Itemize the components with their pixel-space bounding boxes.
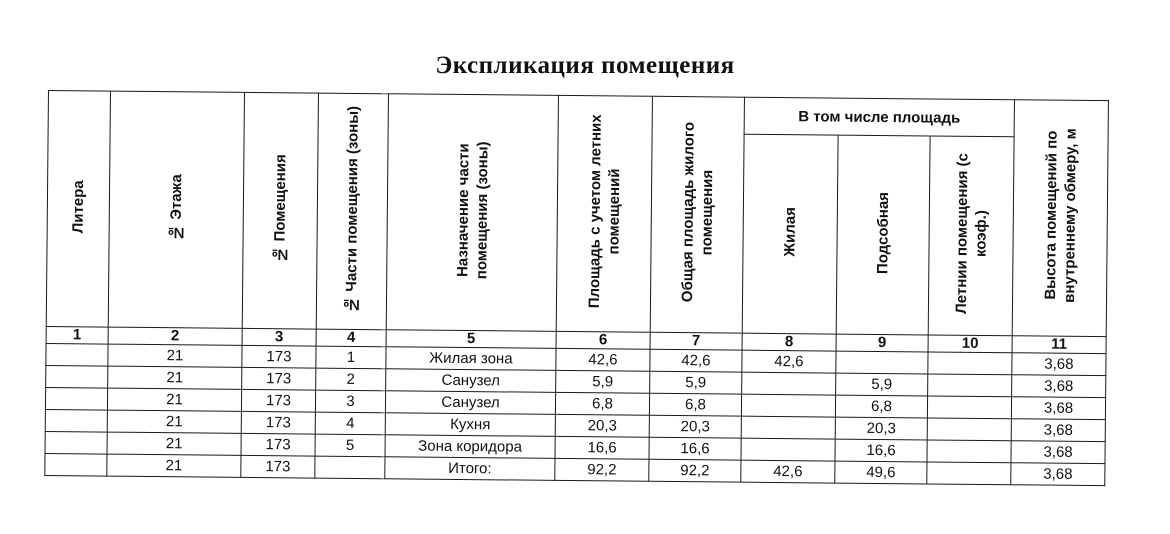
cell-height: 3,68	[1011, 441, 1105, 464]
cell-room: 173	[241, 389, 315, 412]
header-part: № Части помещения (зоны)	[316, 93, 388, 330]
cell-litera	[45, 387, 107, 410]
cell-summer	[927, 440, 1011, 463]
cell-area-with-summer: 16,6	[555, 436, 649, 459]
cell-purpose: Жилая зона	[386, 347, 556, 371]
cell-auxiliary: 5,9	[836, 373, 928, 396]
cell-litera	[45, 431, 107, 454]
cell-auxiliary: 16,6	[835, 439, 927, 462]
cell-total-living-area: 6,8	[649, 393, 741, 416]
cell-purpose: Санузел	[386, 369, 556, 393]
cell-litera	[46, 343, 108, 366]
column-number: 3	[242, 328, 316, 346]
cell-part: 5	[315, 434, 385, 457]
cell-summer	[927, 396, 1011, 419]
header-purpose: Назначение части помещения (зоны)	[386, 94, 558, 332]
header-auxiliary: Подсобная	[836, 135, 930, 335]
header-height: Высота помещений по внутреннему обмеру, м	[1012, 100, 1108, 337]
cell-part: 1	[316, 346, 386, 369]
cell-area-with-summer: 20,3	[555, 414, 649, 437]
column-number: 9	[836, 334, 928, 352]
cell-part: 2	[316, 368, 386, 391]
cell-living	[741, 394, 835, 417]
cell-part: 4	[315, 412, 385, 435]
cell-litera	[45, 409, 107, 432]
cell-summer	[927, 418, 1011, 441]
cell-floor: 21	[108, 344, 242, 367]
cell-height: 3,68	[1011, 419, 1105, 442]
cell-height: 3,68	[1011, 463, 1105, 486]
cell-purpose: Кухня	[385, 413, 555, 437]
cell-floor: 21	[107, 454, 241, 477]
cell-room: 173	[242, 345, 316, 368]
cell-living: 42,6	[742, 350, 836, 373]
cell-living: 42,6	[741, 460, 835, 483]
column-number: 6	[556, 331, 650, 349]
cell-height: 3,68	[1012, 353, 1106, 376]
document-title: Экспликация помещения	[435, 52, 735, 79]
cell-area-with-summer: 92,2	[555, 458, 649, 481]
cell-room: 173	[241, 455, 315, 478]
cell-height: 3,68	[1012, 375, 1106, 398]
cell-part	[315, 456, 385, 479]
cell-room: 173	[241, 411, 315, 434]
cell-floor: 21	[107, 388, 241, 411]
column-number: 8	[742, 333, 836, 351]
cell-auxiliary: 20,3	[835, 417, 927, 440]
column-number: 10	[928, 335, 1012, 353]
header-living: Жилая	[742, 134, 838, 334]
cell-summer	[927, 462, 1011, 485]
cell-room: 173	[241, 433, 315, 456]
header-litera: Литера	[46, 91, 110, 328]
header-area-with-summer: Площадь с учетом летних помещений	[556, 95, 652, 332]
header-summer: Летнии помещения (с коэф.)	[928, 136, 1014, 336]
cell-total-living-area: 16,6	[649, 437, 741, 460]
cell-purpose: Итого:	[385, 457, 555, 481]
header-group-including-area: В том числе площадь	[744, 97, 1014, 137]
cell-height: 3,68	[1011, 397, 1105, 420]
cell-total-living-area: 92,2	[649, 459, 741, 482]
explication-table	[44, 90, 1109, 486]
header-row-top	[48, 91, 1108, 138]
cell-part: 3	[315, 390, 385, 413]
cell-area-with-summer: 42,6	[556, 348, 650, 371]
header-total-living-area: Общая площадь жилого помещения	[650, 96, 744, 333]
cell-auxiliary	[836, 351, 928, 374]
cell-summer	[928, 374, 1012, 397]
cell-living	[741, 438, 835, 461]
cell-purpose: Санузел	[385, 391, 555, 415]
cell-total-living-area: 5,9	[650, 371, 742, 394]
cell-purpose: Зона коридора	[385, 435, 555, 459]
cell-living	[742, 372, 836, 395]
column-number: 1	[46, 326, 108, 344]
cell-floor: 21	[108, 366, 242, 389]
cell-room: 173	[242, 367, 316, 390]
cell-litera	[45, 453, 107, 476]
cell-auxiliary: 49,6	[835, 461, 927, 484]
column-number: 7	[650, 332, 742, 350]
cell-area-with-summer: 6,8	[555, 392, 649, 415]
column-number: 5	[386, 330, 556, 349]
cell-total-living-area: 42,6	[650, 349, 742, 372]
cell-summer	[928, 352, 1012, 375]
cell-living	[741, 416, 835, 439]
cell-floor: 21	[107, 432, 241, 455]
cell-litera	[46, 365, 108, 388]
column-number: 4	[316, 329, 386, 347]
cell-area-with-summer: 5,9	[556, 370, 650, 393]
cell-floor: 21	[107, 410, 241, 433]
column-number: 2	[108, 327, 242, 345]
header-floor: № Этажа	[108, 91, 244, 328]
column-number: 11	[1012, 336, 1106, 354]
header-room: № Помещения	[242, 92, 318, 329]
cell-total-living-area: 20,3	[649, 415, 741, 438]
cell-auxiliary: 6,8	[835, 395, 927, 418]
